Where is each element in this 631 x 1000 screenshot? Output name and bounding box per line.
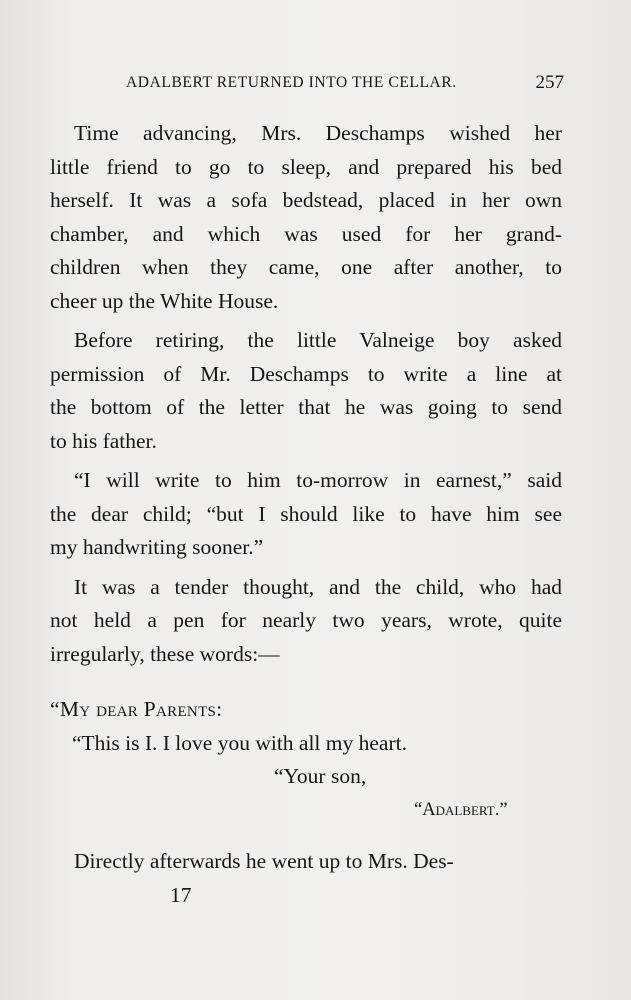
paragraph-3 (50, 464, 562, 565)
closing-paragraph: Directly afterwards he went up to Mrs. Des- (74, 849, 454, 873)
text-line: to his father. (50, 428, 157, 453)
text-line: irregularly, these words:— (50, 641, 280, 666)
letter-signature: “Adalbert.” (414, 799, 508, 820)
signature-mark: 17 (170, 883, 192, 907)
text-line: chamber, and which was used for her grand- (50, 221, 562, 246)
text-line: little friend to go to sleep, and prepared his bed (50, 154, 562, 179)
text-line: herself. It was a sofa bedstead, placed in her own (50, 188, 562, 212)
text-line: permission of Mr. Deschamps to write a line at (50, 361, 562, 386)
text-line: Time advancing, Mrs. Deschamps wished her (74, 121, 562, 145)
text-line: Before retiring, the little Valneige boy asked (74, 328, 562, 352)
letter-closing: “Your son, (274, 764, 367, 788)
text-line: It was a tender thought, and the child, who had (74, 574, 562, 599)
running-title: ADALBERT RETURNED INTO THE CELLAR. (126, 74, 457, 91)
text-line: the bottom of the letter that he was going to send (50, 395, 562, 419)
paragraph-2 (50, 324, 562, 458)
text-line: the dear child; “but I should like to have him see (50, 501, 562, 526)
running-head (108, 72, 564, 98)
text-line: children when they came, one after another, to (50, 255, 562, 279)
text-line: not held a pen for nearly two years, wrote, quite (50, 608, 562, 632)
text-line: cheer up the White House. (50, 288, 279, 313)
paragraph-1 (50, 117, 562, 318)
text-line: my handwriting sooner.” (50, 535, 264, 559)
page-number: 257 (535, 72, 564, 93)
text-line: “I will write to him to-morrow in earnest,” said (74, 468, 562, 492)
paragraph-4 (50, 571, 562, 672)
letter-quote (50, 693, 562, 827)
letter-salutation: “My dear Parents: (50, 697, 223, 721)
letter-body: “This is I. I love you with all my heart. (72, 730, 407, 755)
body-text (50, 117, 562, 879)
